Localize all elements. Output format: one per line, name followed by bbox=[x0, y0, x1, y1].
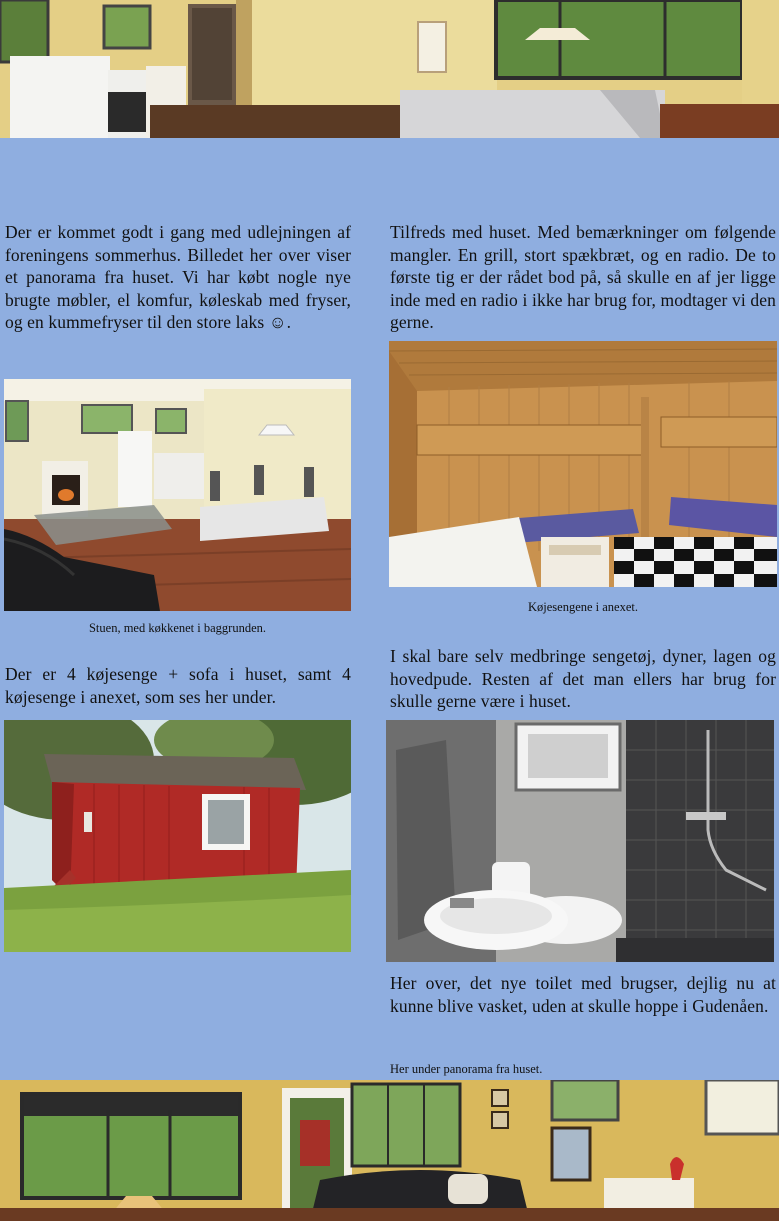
toilet-photo bbox=[386, 720, 774, 962]
bring-bedding-paragraph: I skal bare selv medbringe sengetøj, dyner, lagen og hovedpude. Resten af det man ellers har brug for skulle gerne være i huset. bbox=[390, 646, 776, 711]
beds-paragraph: Der er 4 køjesenge + sofa i huset, samt 4 køjesenge i anexet, som ses her under. bbox=[5, 664, 351, 707]
annex-photo bbox=[4, 720, 351, 952]
living-room-photo bbox=[4, 379, 351, 611]
bottom-panorama-caption: Her under panorama fra huset. bbox=[390, 1062, 543, 1076]
bottom-panorama-photo bbox=[0, 1080, 779, 1221]
living-room-caption: Stuen, med køkkenet i baggrunden. bbox=[88, 621, 267, 635]
intro-paragraph: Der er kommet godt i gang med udlejningen af foreningens sommerhus. Billedet her over viser et panorama fra huset. Vi har købt nogle nye brugte møbler, el komfur, køleskab med fryser, og en kummefryser til den store laks ☺. bbox=[5, 222, 351, 332]
bunk-beds-caption: Køjesengene i anexet. bbox=[527, 600, 639, 614]
feedback-paragraph: Tilfreds med huset. Med bemærkninger om følgende mangler. En grill, stort spækbræt, og en radio. De to første tig er der rådet bod på, så skulle en af jer ligge inde med en radio i ikke har brug for, modtager vi den gerne. bbox=[390, 222, 776, 332]
top-panorama-photo bbox=[0, 0, 779, 138]
bunk-beds-photo bbox=[389, 341, 777, 587]
toilet-paragraph: Her over, det nye toilet med brugser, dejlig nu at kunne blive vasket, uden at skulle hoppe i Gudenåen. bbox=[390, 973, 776, 1016]
